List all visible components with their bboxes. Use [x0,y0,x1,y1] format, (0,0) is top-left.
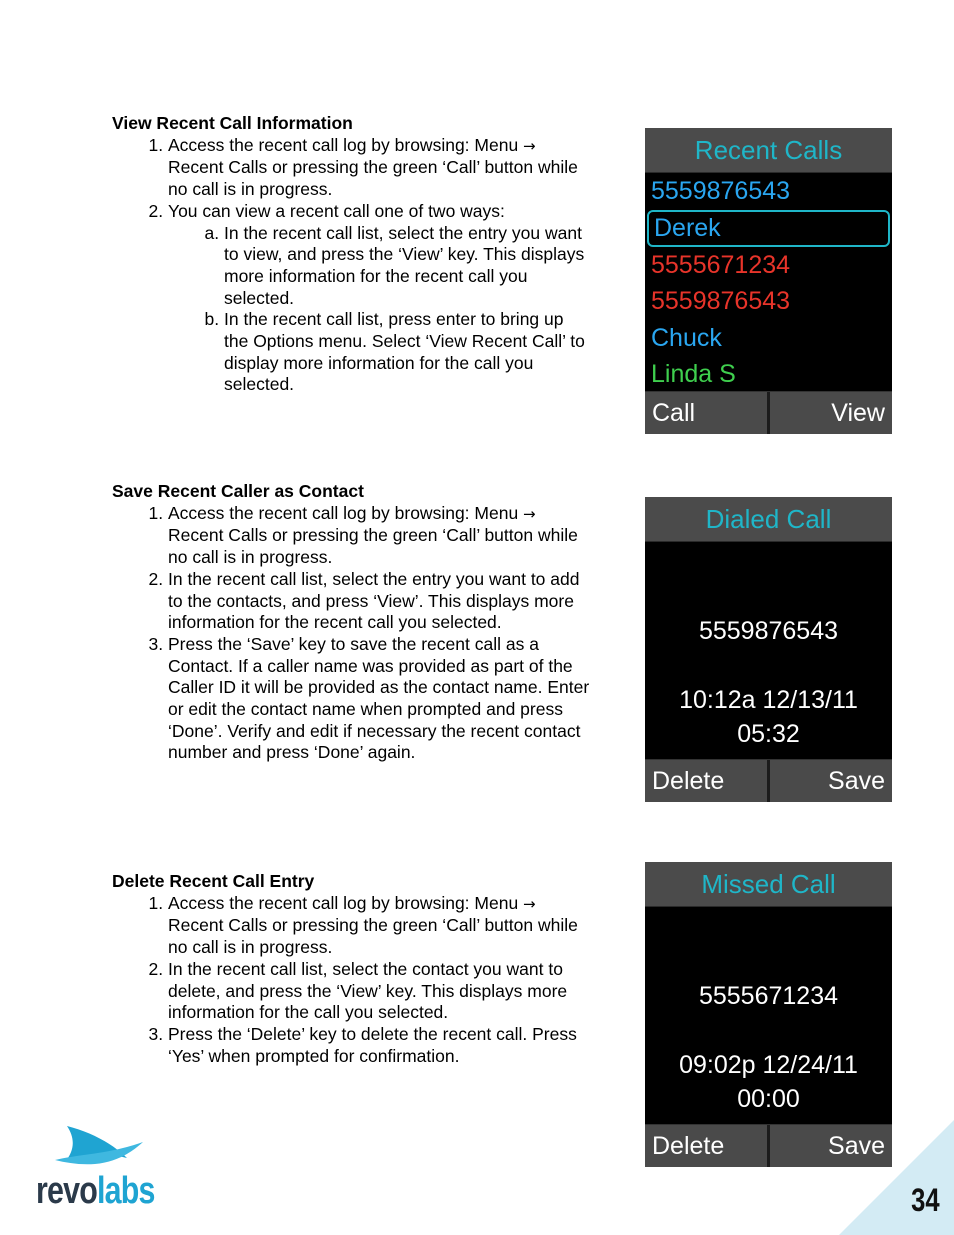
call-number: 5555671234 [698,982,839,1010]
call-list-item[interactable]: 5559876543 [651,287,791,315]
call-list-item[interactable]: 5555671234 [651,250,791,279]
softkey-bar [645,391,892,434]
recent-call-list [645,173,892,393]
screen-title: Recent Calls [645,128,892,173]
section-heading: Save Recent Caller as Contact [112,481,364,501]
substep-item: b. In the recent call list, press enter to bring up the Options menu. Select ‘View Recent Call’ to display more information for the call you selected. [224,309,592,396]
call-datetime: 10:12a 12/13/11 [679,686,858,714]
section-save-recent-caller [112,481,592,764]
arrow-right-icon: → [523,136,536,155]
dialed-call-screen [645,497,892,802]
section-heading: Delete Recent Call Entry [112,871,315,891]
call-list-item[interactable]: 5559876543 [651,177,791,205]
call-duration: 00:00 [737,1085,800,1113]
page-number: 34 [911,1182,940,1218]
delete-softkey[interactable]: Delete [645,1125,770,1167]
screen-title: Missed Call [645,862,892,907]
softkey-bar [645,759,892,802]
step-item: 2. You can view a recent call one of two ways: a. In the recent call list, select the entry you want to view, and press the ‘View’ key. This displays more information for the recent call you selected. b. In the recent call list, press enter to bring up the Options menu. Select ‘View Recent Call’ to display more information for the call you selected. [168,201,592,396]
recent-calls-screen [645,128,892,434]
step-item: 2. In the recent call list, select the entry you want to add to the contacts, and press ‘View’. This displays more information for the recent call you selected. [168,569,592,634]
step-item: 3. Press the ‘Save’ key to save the recent call as a Contact. If a caller name was provided as part of the Caller ID it will be provided as the contact name. Enter or edit the contact name when prompted and press ‘Done’. Verify and edit if necessary the recent contact number and press ‘Done’ again. [168,634,592,764]
step-list [112,503,592,764]
call-list-item[interactable]: Chuck [651,323,722,352]
call-duration: 05:32 [737,720,800,748]
save-softkey[interactable]: Save [828,1132,885,1160]
save-softkey[interactable]: Save [828,767,885,795]
arrow-right-icon: → [523,894,536,913]
call-number: 5559876543 [698,617,839,645]
step-item: 1. Access the recent call log by browsing: Menu → Recent Calls or pressing the green ‘Call’ button while no call is in progress. [168,893,592,959]
section-delete-recent-call [112,871,592,1067]
substep-item: a. In the recent call list, select the entry you want to view, and press the ‘View’ key. This displays more information for the recent call you selected. [224,223,592,310]
brand-wordmark: revolabs [36,1170,155,1212]
step-item: 1. Access the recent call log by browsing: Menu → Recent Calls or pressing the green ‘Call’ button while no call is in progress. [168,503,592,569]
step-list [112,893,592,1068]
step-item: 3. Press the ‘Delete’ key to delete the recent call. Press ‘Yes’ when prompted for confirmation. [168,1024,592,1067]
section-heading: View Recent Call Information [112,113,353,133]
call-list-item[interactable]: Linda S [651,360,736,388]
call-softkey[interactable]: Call [645,392,770,434]
call-datetime: 09:02p 12/24/11 [679,1051,858,1079]
arrow-right-icon: → [523,504,536,523]
call-list-item-selected[interactable]: Derek [647,210,890,247]
step-item: 1. Access the recent call log by browsing: Menu → Recent Calls or pressing the green ‘Call’ button while no call is in progress. [168,135,592,201]
step-list [112,135,592,396]
view-softkey[interactable]: View [831,399,885,427]
screen-title: Dialed Call [645,497,892,542]
step-item: 2. In the recent call list, select the contact you want to delete, and press the ‘View’ key. This displays more information for the call you selected. [168,959,592,1024]
delete-softkey[interactable]: Delete [645,760,770,802]
substep-list [168,223,592,397]
section-view-recent-call [112,113,592,396]
